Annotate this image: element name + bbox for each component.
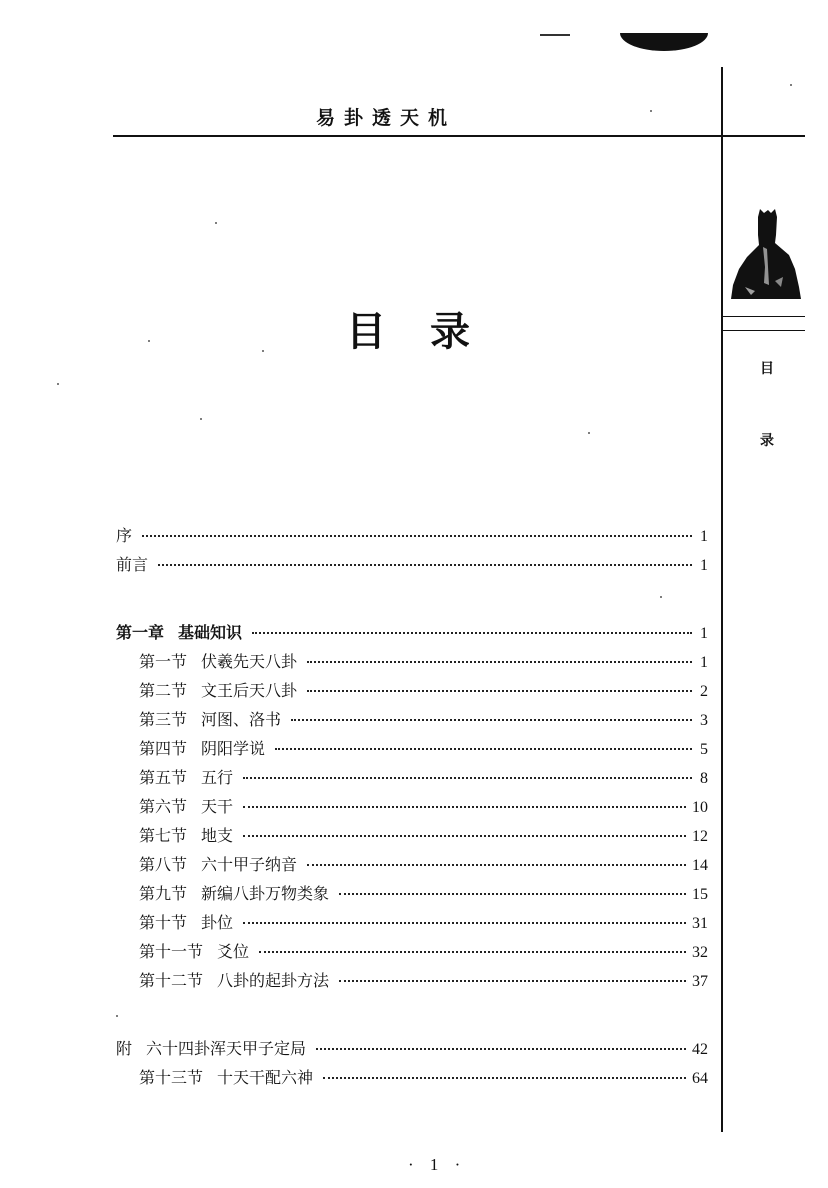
toc-section[interactable]	[139, 737, 708, 761]
dot-leader	[243, 922, 686, 924]
toc-section-number: 第五节	[139, 768, 188, 787]
dot-leader	[316, 1048, 686, 1050]
scan-speck	[57, 383, 59, 385]
running-header-title: 易卦透天机	[316, 107, 457, 129]
toc-entry-title: 六十四卦浑天甲子定局	[146, 1039, 307, 1058]
toc-page-number: 2	[700, 683, 708, 700]
toc-section[interactable]	[139, 650, 708, 674]
dot-leader	[323, 1077, 686, 1079]
margin-label: 录	[760, 433, 774, 449]
toc-page-number: 37	[692, 973, 708, 990]
margin-rule	[723, 316, 805, 317]
toc-page-number: 1	[700, 528, 708, 545]
toc-section[interactable]	[139, 882, 708, 906]
toc-page-number: 64	[692, 1070, 708, 1087]
toc-entry-title: 文王后天八卦	[201, 681, 298, 700]
toc-entry-title: 前言	[116, 555, 149, 574]
dot-leader	[307, 864, 686, 866]
dot-leader	[243, 777, 692, 779]
toc-section-number: 第十一节	[139, 942, 204, 961]
scan-speck	[588, 432, 590, 434]
page-title: 目录	[346, 308, 514, 355]
toc-entry-title: 卦位	[201, 913, 234, 932]
scan-speck	[116, 1015, 118, 1017]
scan-speck	[148, 340, 150, 342]
toc-chapter[interactable]	[116, 621, 708, 645]
toc-section[interactable]	[139, 911, 708, 935]
toc-page-number: 3	[700, 712, 708, 729]
toc-entry-title: 天干	[201, 797, 234, 816]
toc-entry-title: 十天干配六神	[217, 1068, 314, 1087]
dot-leader	[339, 980, 686, 982]
toc-entry[interactable]	[116, 524, 708, 548]
toc-section[interactable]	[139, 940, 708, 964]
dot-leader	[243, 806, 686, 808]
dot-leader	[291, 719, 692, 721]
scholar-portrait-icon	[731, 207, 801, 299]
toc-entry-title: 地支	[201, 826, 234, 845]
toc-entry-title: 五行	[201, 768, 234, 787]
toc-section[interactable]	[139, 824, 708, 848]
toc-section-number: 第四节	[139, 739, 188, 758]
toc-entry-title: 八卦的起卦方法	[217, 971, 330, 990]
toc-section[interactable]	[139, 708, 708, 732]
dot-leader	[243, 835, 686, 837]
toc-page-number: 31	[692, 915, 708, 932]
dot-leader	[158, 564, 692, 566]
scan-artifact	[620, 33, 708, 51]
dot-leader	[307, 661, 692, 663]
toc-section-number: 第三节	[139, 710, 188, 729]
toc-entry-title: 爻位	[217, 942, 250, 961]
scan-artifact	[540, 34, 570, 36]
toc-section-number: 第一节	[139, 652, 188, 671]
scan-speck	[262, 350, 264, 352]
header-rule	[113, 135, 805, 137]
toc-section-number: 第十二节	[139, 971, 204, 990]
toc-entry-title: 新编八卦万物类象	[201, 884, 330, 903]
toc-page-number: 14	[692, 857, 708, 874]
toc-page-number: 42	[692, 1041, 708, 1058]
toc-page-number: 15	[692, 886, 708, 903]
toc-section-number: 第七节	[139, 826, 188, 845]
scan-speck	[215, 222, 217, 224]
dot-leader	[142, 535, 692, 537]
toc-section-number: 第六节	[139, 797, 188, 816]
toc-entry[interactable]	[116, 553, 708, 577]
dot-leader	[275, 748, 692, 750]
toc-entry-title: 河图、洛书	[201, 710, 282, 729]
toc-page-number: 1	[700, 654, 708, 671]
toc-entry-title: 基础知识	[178, 623, 243, 642]
toc-page-number: 1	[700, 557, 708, 574]
toc-section-number: 第九节	[139, 884, 188, 903]
toc-section[interactable]	[139, 679, 708, 703]
dot-leader	[259, 951, 686, 953]
scan-speck	[660, 596, 662, 598]
toc-section-number: 第八节	[139, 855, 188, 874]
toc-page-number: 10	[692, 799, 708, 816]
page-number: · 1 ·	[408, 1155, 467, 1174]
toc-section[interactable]	[139, 969, 708, 993]
scan-speck	[650, 110, 652, 112]
toc-appendix-marker: 附	[116, 1039, 133, 1058]
toc-section-number: 第二节	[139, 681, 188, 700]
dot-leader	[339, 893, 686, 895]
margin-rule	[723, 330, 805, 331]
toc-chapter-number: 第一章	[116, 623, 165, 642]
toc-section[interactable]	[139, 1066, 708, 1090]
toc-section[interactable]	[139, 853, 708, 877]
toc-page-number: 8	[700, 770, 708, 787]
scan-speck	[790, 84, 792, 86]
toc-section-number: 第十三节	[139, 1068, 204, 1087]
toc-entry-title: 六十甲子纳音	[201, 855, 298, 874]
toc-section-number: 第十节	[139, 913, 188, 932]
toc-entry-title: 伏羲先天八卦	[201, 652, 298, 671]
toc-page-number: 5	[700, 741, 708, 758]
margin-label: 目	[760, 361, 774, 377]
toc-section[interactable]	[139, 766, 708, 790]
toc-entry-title: 阴阳学说	[201, 739, 266, 758]
toc-page-number: 32	[692, 944, 708, 961]
toc-page-number: 12	[692, 828, 708, 845]
margin-vertical-rule	[721, 67, 723, 1132]
toc-page-number: 1	[700, 625, 708, 642]
toc-entry-title: 序	[116, 526, 133, 545]
toc-appendix[interactable]	[116, 1037, 708, 1061]
scan-speck	[200, 418, 202, 420]
dot-leader	[307, 690, 692, 692]
toc-section[interactable]	[139, 795, 708, 819]
dot-leader	[252, 632, 692, 634]
